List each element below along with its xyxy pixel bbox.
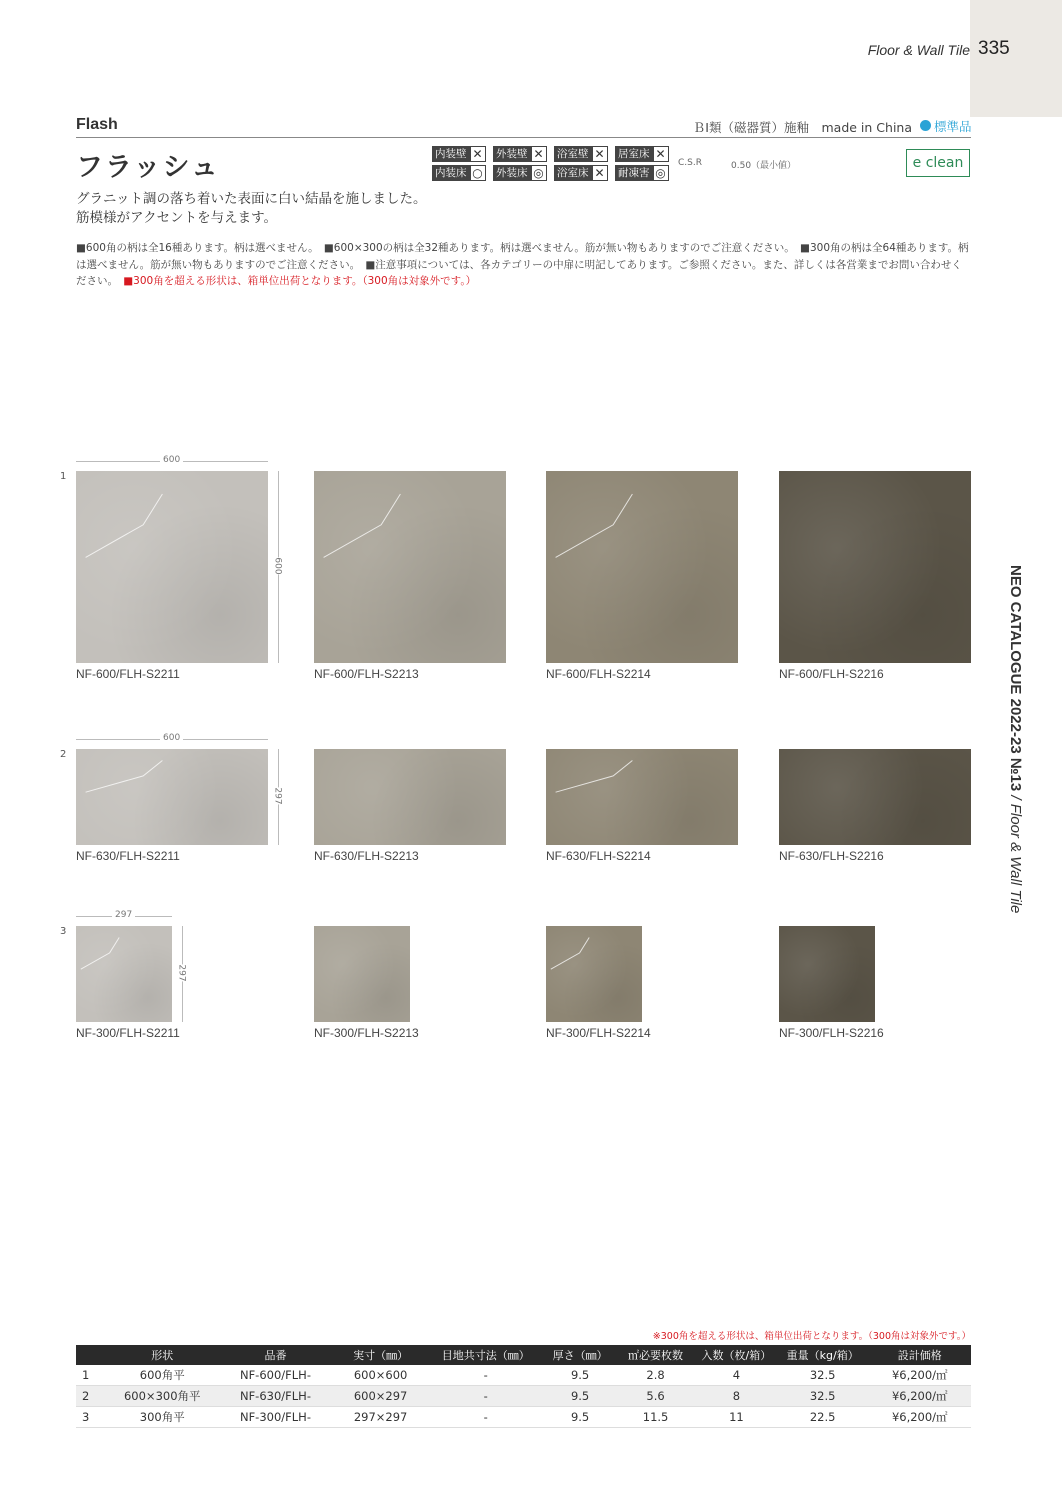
height-dimension-label: 297 bbox=[272, 787, 283, 805]
crystal-vein bbox=[314, 471, 506, 663]
usage-item bbox=[493, 146, 547, 162]
usage-mark-icon: ◎ bbox=[531, 165, 547, 181]
crystal-vein bbox=[546, 471, 738, 663]
table-cell: ¥6,200/㎡ bbox=[869, 1386, 972, 1407]
usage-label: 浴室床 bbox=[554, 165, 592, 181]
csr-label: C.S.R bbox=[678, 158, 702, 168]
tile-code-label: NF-600/FLH-S2214 bbox=[546, 667, 651, 681]
table-cell: ¥6,200/㎡ bbox=[869, 1365, 972, 1386]
side-title-rest: / Floor & Wall Tile bbox=[1007, 791, 1024, 914]
tile-code-label: NF-600/FLH-S2211 bbox=[76, 667, 180, 681]
table-cell: NF-600/FLH- bbox=[216, 1365, 335, 1386]
tile-swatch bbox=[76, 749, 268, 845]
tile-code-label: NF-300/FLH-S2214 bbox=[546, 1026, 651, 1040]
usage-label: 居室床 bbox=[615, 146, 653, 162]
usage-label: 浴室壁 bbox=[554, 146, 592, 162]
table-row bbox=[76, 1365, 971, 1386]
table-header-cell: 目地共寸法（㎜） bbox=[426, 1345, 545, 1365]
table-cell: 32.5 bbox=[777, 1386, 869, 1407]
table-note: ※300角を超える形状は、箱単位出荷となります。（300角は対象外です。） bbox=[652, 1331, 971, 1342]
table-cell: NF-630/FLH- bbox=[216, 1386, 335, 1407]
side-title-bold: NEO CATALOGUE 2022-23 №13 bbox=[1007, 565, 1024, 792]
notes-red: ■300角を超える形状は、箱単位出荷となります。（300角は対象外です。） bbox=[123, 275, 477, 287]
usage-mark-icon: ✕ bbox=[531, 146, 547, 162]
table-cell: 11.5 bbox=[615, 1407, 696, 1428]
table-cell: 600×600 bbox=[335, 1365, 427, 1386]
table-header-cell: 重量（kg/箱） bbox=[777, 1345, 869, 1365]
table-cell: 2 bbox=[76, 1386, 108, 1407]
usage-label: 内装壁 bbox=[432, 146, 470, 162]
table-header-cell: 形状 bbox=[108, 1345, 216, 1365]
table-cell: 2.8 bbox=[615, 1365, 696, 1386]
table-cell: 600角平 bbox=[108, 1365, 216, 1386]
csr-value: 0.50（最小値） bbox=[731, 161, 797, 171]
crystal-vein bbox=[546, 926, 642, 1022]
usage-item bbox=[554, 165, 608, 181]
usage-item bbox=[615, 146, 669, 162]
table-header-cell bbox=[76, 1345, 108, 1365]
table-header-cell: 実寸（㎜） bbox=[335, 1345, 427, 1365]
series-divider bbox=[76, 137, 971, 138]
width-dimension-label: 600 bbox=[160, 455, 183, 465]
tile-code-label: NF-300/FLH-S2216 bbox=[779, 1026, 884, 1040]
description bbox=[76, 190, 426, 228]
table-cell: 600×297 bbox=[335, 1386, 427, 1407]
table-cell: 9.5 bbox=[545, 1365, 615, 1386]
height-dimension-label: 600 bbox=[272, 557, 283, 575]
tile-swatch bbox=[546, 749, 738, 845]
table-cell: 11 bbox=[696, 1407, 777, 1428]
tile-code-label: NF-600/FLH-S2216 bbox=[779, 667, 884, 681]
table-cell: NF-300/FLH- bbox=[216, 1407, 335, 1428]
description-line-1: グラニット調の落ち着いた表面に白い結晶を施しました。 bbox=[76, 191, 427, 207]
row-number: 2 bbox=[60, 749, 67, 760]
crystal-vein bbox=[76, 471, 268, 663]
table-row bbox=[76, 1386, 971, 1407]
table-cell: 297×297 bbox=[335, 1407, 427, 1428]
crystal-vein bbox=[76, 926, 172, 1022]
row-number: 1 bbox=[60, 471, 67, 482]
usage-label: 内装床 bbox=[432, 165, 470, 181]
tile-swatch bbox=[76, 926, 172, 1022]
notes-main: ■600角の柄は全16種あります。柄は選べません。 ■600×300の柄は全32種あります。柄は選べません。筋が無い物もありますのでご注意ください。 ■300角の柄は全64種あります。柄は選べません。筋が無い物もありますのでご注意ください。 ■注意事項については、各カテゴリーの中扉に明記してあります。ご参照ください。また、詳しくは各営業までお問い合わせください。 bbox=[76, 242, 969, 287]
table-cell: 9.5 bbox=[545, 1407, 615, 1428]
tile-swatch bbox=[76, 471, 268, 663]
usage-item bbox=[432, 165, 486, 181]
table-header-cell: 設計価格 bbox=[869, 1345, 972, 1365]
tile-code-label: NF-600/FLH-S2213 bbox=[314, 667, 419, 681]
usage-item bbox=[554, 146, 608, 162]
tile-swatch bbox=[546, 471, 738, 663]
table-cell: 1 bbox=[76, 1365, 108, 1386]
crystal-vein bbox=[546, 749, 738, 845]
standard-dot-icon bbox=[920, 120, 931, 131]
usage-mark-icon: ✕ bbox=[592, 146, 608, 162]
tile-code-label: NF-630/FLH-S2214 bbox=[546, 849, 651, 863]
usage-mark-icon: ✕ bbox=[592, 165, 608, 181]
table-cell: 4 bbox=[696, 1365, 777, 1386]
tile-code-label: NF-300/FLH-S2211 bbox=[76, 1026, 180, 1040]
table-cell: 300角平 bbox=[108, 1407, 216, 1428]
table-cell: 3 bbox=[76, 1407, 108, 1428]
classification: ＢⅠ類（磁器質）施釉 made in China bbox=[692, 120, 912, 135]
table-cell: 9.5 bbox=[545, 1386, 615, 1407]
tile-swatch bbox=[314, 749, 506, 845]
usage-mark-icon: ✕ bbox=[470, 146, 486, 162]
usage-item bbox=[432, 146, 486, 162]
description-line-2: 筋模様がアクセントを与えます。 bbox=[76, 210, 278, 226]
table-cell: ¥6,200/㎡ bbox=[869, 1407, 972, 1428]
table-cell: - bbox=[426, 1407, 545, 1428]
usage-mark-icon: ◎ bbox=[653, 165, 669, 181]
spec-table bbox=[76, 1345, 971, 1428]
usage-mark-icon: ○ bbox=[470, 165, 486, 181]
header-category: Floor & Wall Tile bbox=[867, 42, 970, 58]
table-cell: 5.6 bbox=[615, 1386, 696, 1407]
side-catalogue-title bbox=[1000, 565, 1030, 945]
table-cell: 22.5 bbox=[777, 1407, 869, 1428]
standard-label: 標準品 bbox=[934, 119, 972, 134]
tile-code-label: NF-630/FLH-S2216 bbox=[779, 849, 884, 863]
height-dimension-label: 297 bbox=[176, 964, 187, 982]
usage-label: 耐凍害 bbox=[615, 165, 653, 181]
tile-swatch bbox=[779, 471, 971, 663]
table-header-cell: 品番 bbox=[216, 1345, 335, 1365]
eclean-badge: e clean bbox=[906, 149, 970, 177]
table-row bbox=[76, 1407, 971, 1428]
usage-item bbox=[493, 165, 547, 181]
row-number: 3 bbox=[60, 926, 67, 937]
usage-item bbox=[615, 165, 669, 181]
tile-swatch bbox=[314, 471, 506, 663]
series-name-en: Flash bbox=[76, 116, 118, 133]
page-number: 335 bbox=[978, 38, 1010, 59]
tile-code-label: NF-630/FLH-S2213 bbox=[314, 849, 419, 863]
tile-code-label: NF-630/FLH-S2211 bbox=[76, 849, 180, 863]
tile-code-label: NF-300/FLH-S2213 bbox=[314, 1026, 419, 1040]
table-header-cell: 厚さ（㎜） bbox=[545, 1345, 615, 1365]
usage-label: 外装壁 bbox=[493, 146, 531, 162]
table-header-row bbox=[76, 1345, 971, 1365]
notes bbox=[76, 240, 971, 290]
table-cell: 8 bbox=[696, 1386, 777, 1407]
table-header-cell: ㎡必要枚数 bbox=[615, 1345, 696, 1365]
tile-swatch bbox=[779, 926, 875, 1022]
table-cell: 32.5 bbox=[777, 1365, 869, 1386]
width-dimension-label: 297 bbox=[112, 910, 135, 920]
tile-swatch bbox=[546, 926, 642, 1022]
table-cell: - bbox=[426, 1386, 545, 1407]
width-dimension-label: 600 bbox=[160, 733, 183, 743]
series-name-jp: フラッシュ bbox=[76, 152, 220, 183]
tile-swatch bbox=[314, 926, 410, 1022]
usage-mark-icon: ✕ bbox=[653, 146, 669, 162]
table-cell: - bbox=[426, 1365, 545, 1386]
crystal-vein bbox=[76, 749, 268, 845]
usage-label: 外装床 bbox=[493, 165, 531, 181]
tile-swatch bbox=[779, 749, 971, 845]
table-cell: 600×300角平 bbox=[108, 1386, 216, 1407]
table-header-cell: 入数（枚/箱） bbox=[696, 1345, 777, 1365]
